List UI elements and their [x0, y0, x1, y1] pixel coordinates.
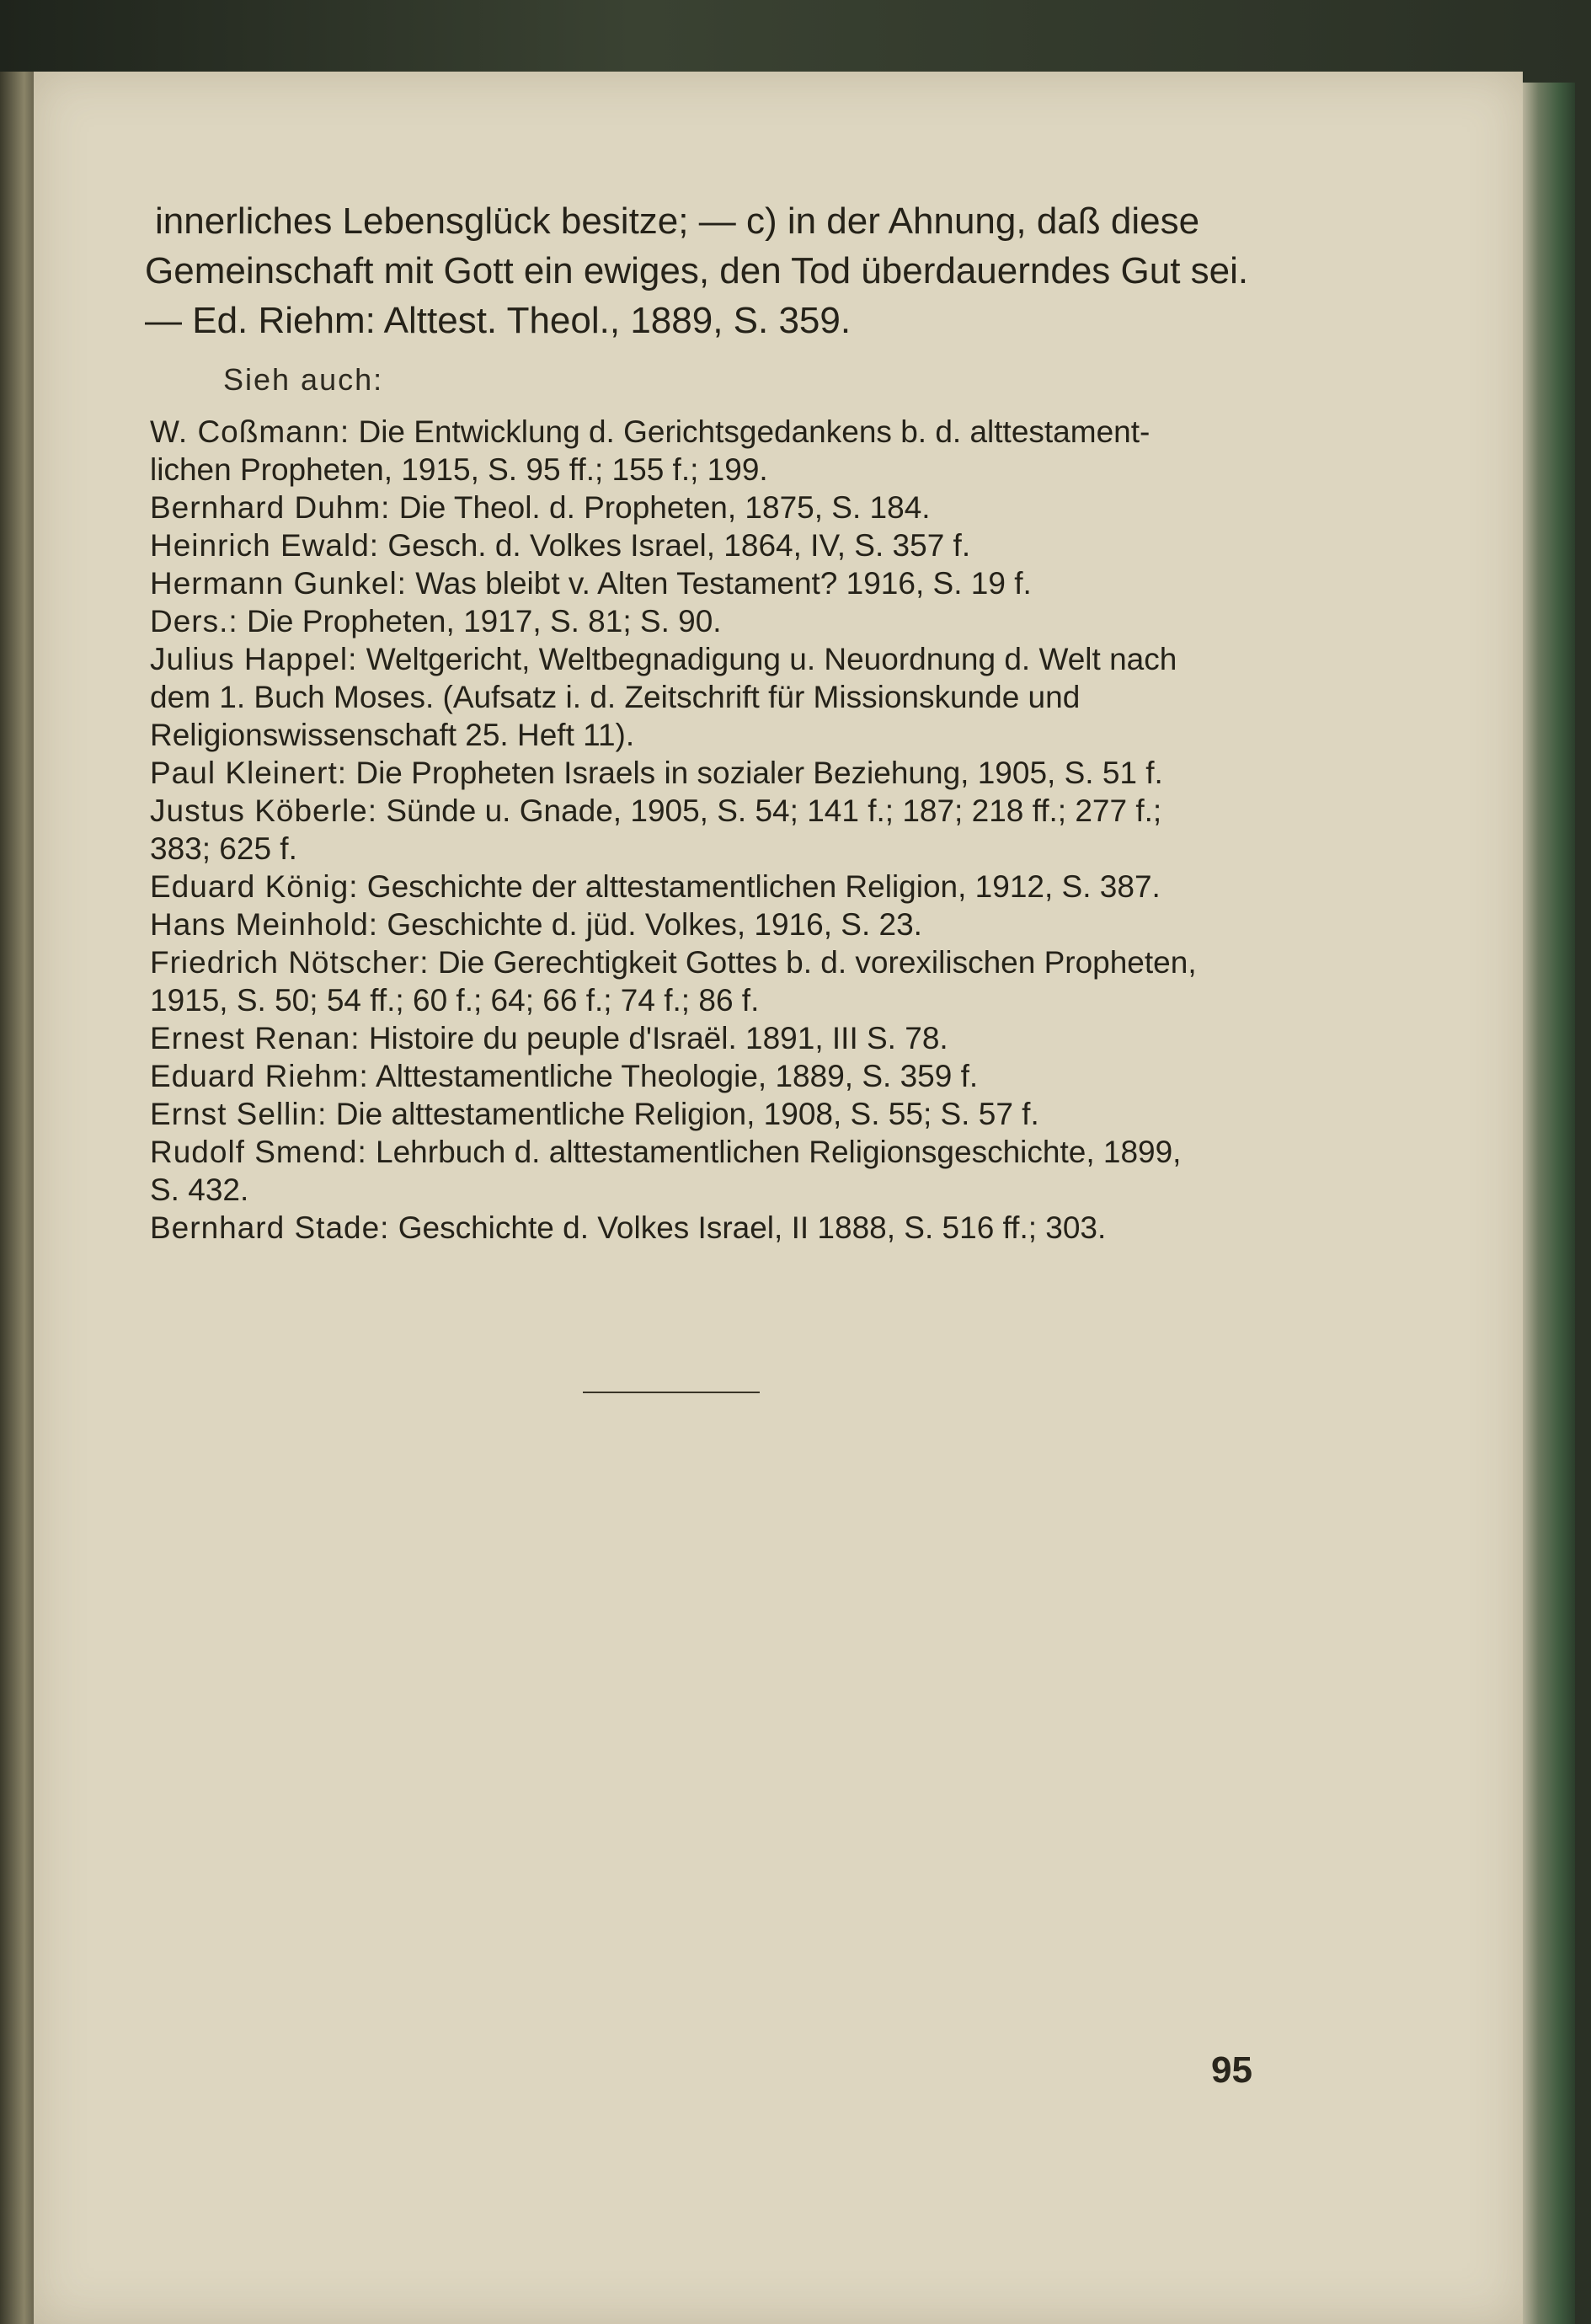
- reference-author: Justus Köberle:: [150, 793, 378, 828]
- reference-text: Die alttestamentliche Religion, 1908, S. 55; S. 57 f.: [335, 1097, 1039, 1131]
- intro-line: Gemeinschaft mit Gott ein ewiges, den Tod überdauerndes Gut sei.: [145, 250, 1249, 291]
- reference-continuation: [150, 716, 1363, 754]
- reference-entry: [150, 564, 1363, 602]
- reference-author: Friedrich Nötscher:: [150, 945, 430, 980]
- reference-author: Ders.:: [150, 604, 238, 638]
- reference-author: Bernhard Duhm:: [150, 490, 391, 525]
- reference-entry: [150, 1095, 1363, 1133]
- reference-entry: [150, 1019, 1363, 1057]
- reference-text: Die Propheten Israels in sozialer Beziehung, 1905, S. 51 f.: [355, 756, 1163, 790]
- reference-text: 383; 625 f.: [150, 831, 297, 866]
- reference-text: Sünde u. Gnade, 1905, S. 54; 141 f.; 187; 218 ff.; 277 f.;: [386, 793, 1162, 828]
- reference-author: Ernst Sellin:: [150, 1097, 328, 1131]
- reference-author: Eduard Riehm:: [150, 1059, 369, 1093]
- reference-continuation: [150, 830, 1363, 868]
- reference-list: [150, 413, 1363, 1247]
- reference-text: Geschichte d. Volkes Israel, II 1888, S. 516 ff.; 303.: [398, 1210, 1107, 1245]
- reference-text: Was bleibt v. Alten Testament? 1916, S. 19 f.: [415, 566, 1032, 601]
- reference-text: Die Entwicklung d. Gerichtsgedankens b. d. alttestament-: [358, 414, 1151, 449]
- reference-entry: [150, 943, 1363, 981]
- reference-text: Geschichte der alttestamentlichen Religion, 1912, S. 387.: [366, 869, 1161, 904]
- reference-author: Eduard König:: [150, 869, 359, 904]
- reference-text: Gesch. d. Volkes Israel, 1864, IV, S. 357 f.: [387, 528, 971, 563]
- reference-entry: [150, 413, 1363, 451]
- page-number: 95: [1211, 2049, 1252, 2091]
- reference-author: Hermann Gunkel:: [150, 566, 407, 601]
- reference-author: Rudolf Smend:: [150, 1135, 367, 1169]
- reference-text: Histoire du peuple d'Israël. 1891, III S. 78.: [368, 1021, 948, 1055]
- reference-entry: [150, 1209, 1363, 1247]
- reference-text: Weltgericht, Weltbegnadigung u. Neuordnung d. Welt nach: [366, 642, 1177, 676]
- reference-entry: [150, 602, 1363, 640]
- section-divider: [583, 1392, 760, 1393]
- reference-continuation: [150, 981, 1363, 1019]
- reference-text: dem 1. Buch Moses. (Aufsatz i. d. Zeitschrift für Missionskunde und: [150, 680, 1081, 714]
- reference-continuation: [150, 1171, 1363, 1209]
- intro-line: — Ed. Riehm: Alttest. Theol., 1889, S. 359.: [145, 300, 852, 341]
- intro-line: innerliches Lebensglück besitze; — c) in der Ahnung, daß diese: [155, 200, 1200, 242]
- reference-text: Religionswissenschaft 25. Heft 11).: [150, 718, 635, 752]
- reference-author: Ernest Renan:: [150, 1021, 360, 1055]
- reference-author: Paul Kleinert:: [150, 756, 348, 790]
- reference-text: Die Gerechtigkeit Gottes b. d. vorexilischen Propheten,: [437, 945, 1197, 980]
- reference-entry: [150, 489, 1363, 526]
- reference-continuation: [150, 678, 1363, 716]
- reference-entry: [150, 1133, 1363, 1171]
- reference-author: Julius Happel:: [150, 642, 358, 676]
- reference-entry: [150, 526, 1363, 564]
- reference-entry: [150, 792, 1363, 830]
- book-page: [34, 72, 1523, 2324]
- reference-text: Die Propheten, 1917, S. 81; S. 90.: [246, 604, 722, 638]
- reference-text: Die Theol. d. Propheten, 1875, S. 184.: [398, 490, 931, 525]
- reference-text: Alttestamentliche Theologie, 1889, S. 359 f.: [376, 1059, 979, 1093]
- reference-author: W. Coßmann:: [150, 414, 350, 449]
- reference-entry: [150, 754, 1363, 792]
- right-cover-edge: [1523, 83, 1575, 2324]
- reference-entry: [150, 1057, 1363, 1095]
- reference-entry: [150, 868, 1363, 906]
- reference-author: Hans Meinhold:: [150, 907, 379, 942]
- reference-author: Heinrich Ewald:: [150, 528, 380, 563]
- see-also-label: Sieh auch:: [223, 362, 384, 397]
- intro-paragraph: [145, 196, 1334, 345]
- reference-text: S. 432.: [150, 1173, 249, 1207]
- reference-text: lichen Propheten, 1915, S. 95 ff.; 155 f.; 199.: [150, 452, 768, 487]
- reference-entry: [150, 906, 1363, 943]
- reference-text: 1915, S. 50; 54 ff.; 60 f.; 64; 66 f.; 74 f.; 86 f.: [150, 983, 760, 1018]
- reference-text: Lehrbuch d. alttestamentlichen Religionsgeschichte, 1899,: [376, 1135, 1182, 1169]
- reference-entry: [150, 640, 1363, 678]
- reference-author: Bernhard Stade:: [150, 1210, 390, 1245]
- reference-continuation: [150, 451, 1363, 489]
- reference-text: Geschichte d. jüd. Volkes, 1916, S. 23.: [387, 907, 922, 942]
